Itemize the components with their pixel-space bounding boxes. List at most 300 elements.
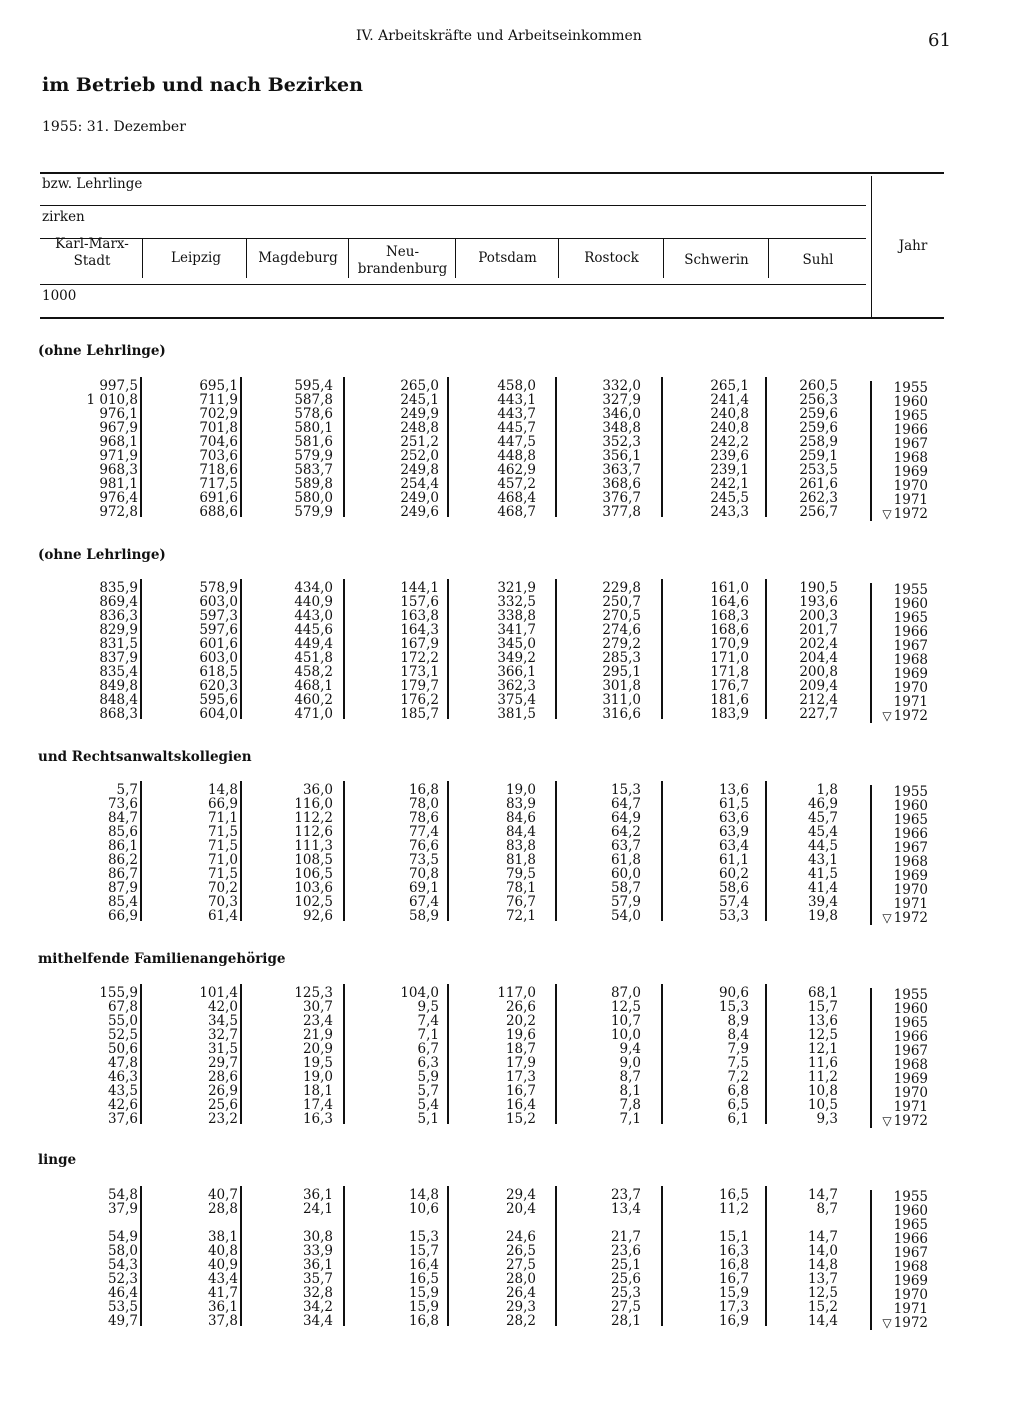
- table-cell: 67,8: [107, 999, 138, 1015]
- year-value: 1965: [893, 1217, 928, 1233]
- table-cell: 16,5: [408, 1271, 439, 1287]
- year-cell: [868, 1246, 928, 1260]
- table-cell: 204,4: [799, 650, 838, 666]
- year-value: 1960: [893, 596, 928, 612]
- table-cell: 363,7: [602, 462, 641, 478]
- table-cell: 84,6: [505, 810, 536, 826]
- table-cell: 8,9: [727, 1013, 749, 1029]
- header-cell-divider: [246, 238, 247, 278]
- data-column: [86, 379, 138, 519]
- header-rule-3: [40, 284, 866, 285]
- table-cell: 106,5: [294, 866, 333, 882]
- table-cell: 8,7: [816, 1201, 838, 1217]
- year-value: 1970: [893, 1287, 928, 1303]
- table-cell: 23,7: [610, 1187, 641, 1203]
- table-cell: 327,9: [602, 392, 641, 408]
- year-column: [868, 1190, 928, 1330]
- year-value: 1969: [893, 1273, 928, 1289]
- table-cell: 15,3: [408, 1229, 439, 1245]
- year-value: 1972: [893, 1315, 928, 1331]
- table-cell: 597,6: [199, 622, 238, 638]
- table-cell: 14,8: [807, 1257, 838, 1273]
- table-cell: 249,9: [400, 406, 439, 422]
- year-cell: [868, 1260, 928, 1274]
- table-cell: 261,6: [799, 476, 838, 492]
- year-value: 1969: [893, 464, 928, 480]
- table-cell: 76,7: [505, 894, 536, 910]
- table-cell: 90,6: [718, 985, 749, 1001]
- year-cell: [868, 1114, 928, 1128]
- table-cell: 49,7: [107, 1313, 138, 1329]
- table-cell: 580,0: [294, 490, 333, 506]
- table-cell: 321,9: [497, 580, 536, 596]
- table-cell: 976,4: [99, 490, 138, 506]
- table-cell: 84,4: [505, 824, 536, 840]
- year-value: 1960: [893, 1203, 928, 1219]
- data-column: [602, 379, 641, 519]
- column-header: Schwerin: [684, 252, 749, 268]
- table-cell: 61,8: [610, 852, 641, 868]
- year-cell: [868, 583, 928, 597]
- table-cell: 10,7: [610, 1013, 641, 1029]
- table-cell: 161,0: [710, 580, 749, 596]
- year-value: 1972: [893, 1113, 928, 1129]
- header-bottom-rule: [40, 317, 944, 319]
- table-cell: 10,0: [610, 1027, 641, 1043]
- table-cell: 163,8: [400, 608, 439, 624]
- table-cell: 15,9: [408, 1299, 439, 1315]
- table-cell: 209,4: [799, 678, 838, 694]
- table-cell: [719, 1216, 749, 1230]
- table-cell: 462,9: [497, 462, 536, 478]
- year-cell: [868, 799, 928, 813]
- table-cell: 200,3: [799, 608, 838, 624]
- column-separator: [240, 1186, 242, 1326]
- table-cell: 111,3: [294, 838, 333, 854]
- table-cell: 717,5: [199, 476, 238, 492]
- table-cell: 116,0: [294, 796, 333, 812]
- table-cell: 11,2: [807, 1069, 838, 1085]
- table-cell: 28,6: [207, 1069, 238, 1085]
- column-separator: [343, 377, 345, 517]
- table-cell: 167,9: [400, 636, 439, 652]
- table-cell: 579,9: [294, 448, 333, 464]
- table-cell: 66,9: [207, 796, 238, 812]
- table-cell: 37,8: [207, 1313, 238, 1329]
- table-cell: 13,6: [718, 782, 749, 798]
- data-column: [719, 986, 749, 1126]
- table-cell: 7,5: [727, 1055, 749, 1071]
- table-cell: 471,0: [294, 706, 333, 722]
- table-cell: 42,6: [107, 1097, 138, 1113]
- data-column: [108, 1188, 138, 1328]
- table-cell: 54,0: [610, 908, 641, 924]
- table-cell: 279,2: [602, 636, 641, 652]
- table-cell: 125,3: [294, 985, 333, 1001]
- table-cell: 92,6: [302, 908, 333, 924]
- column-separator: [447, 1186, 449, 1326]
- table-cell: 274,6: [602, 622, 641, 638]
- table-cell: 849,8: [99, 678, 138, 694]
- column-separator: [343, 781, 345, 921]
- table-cell: 26,6: [505, 999, 536, 1015]
- year-cell: [868, 897, 928, 911]
- table-cell: 73,6: [107, 796, 138, 812]
- table-cell: 112,6: [294, 824, 333, 840]
- year-cell: [868, 1058, 928, 1072]
- table-cell: 67,4: [408, 894, 439, 910]
- year-value: 1965: [893, 1015, 928, 1031]
- table-cell: 78,0: [408, 796, 439, 812]
- table-cell: 144,1: [400, 580, 439, 596]
- year-value: 1966: [893, 624, 928, 640]
- table-cell: 12,5: [807, 1027, 838, 1043]
- table-cell: 241,4: [710, 392, 749, 408]
- table-cell: 117,0: [497, 985, 536, 1001]
- table-cell: 595,6: [199, 692, 238, 708]
- table-cell: 70,8: [408, 866, 439, 882]
- column-separator: [240, 377, 242, 517]
- table-cell: 15,7: [807, 999, 838, 1015]
- table-cell: 43,1: [807, 852, 838, 868]
- header-cell-divider: [455, 238, 456, 278]
- year-cell: [868, 507, 928, 521]
- data-column: [409, 1188, 439, 1328]
- table-cell: 445,7: [497, 420, 536, 436]
- table-cell: 5,7: [417, 1083, 439, 1099]
- table-cell: 703,6: [199, 448, 238, 464]
- page-number: 61: [928, 30, 951, 51]
- table-cell: 101,4: [199, 985, 238, 1001]
- table-cell: 604,0: [199, 706, 238, 722]
- column-header: Potsdam: [478, 250, 537, 266]
- column-separator: [140, 579, 142, 719]
- table-cell: 38,1: [207, 1229, 238, 1245]
- table-cell: 25,3: [610, 1285, 641, 1301]
- table-cell: 24,1: [302, 1201, 333, 1217]
- table-cell: 79,5: [505, 866, 536, 882]
- data-column: [294, 379, 333, 519]
- table-cell: 375,4: [497, 692, 536, 708]
- table-cell: 171,8: [710, 664, 749, 680]
- column-separator: [765, 377, 767, 517]
- data-column: [409, 783, 439, 923]
- table-cell: 603,0: [199, 650, 238, 666]
- column-separator: [555, 377, 557, 517]
- year-cell: [868, 988, 928, 1002]
- column-separator: [447, 984, 449, 1124]
- year-value: 1971: [893, 1301, 928, 1317]
- data-column: [199, 986, 238, 1126]
- column-header: Rostock: [584, 250, 639, 266]
- column-separator: [447, 579, 449, 719]
- table-cell: 164,3: [400, 622, 439, 638]
- data-column: [497, 581, 536, 721]
- table-cell: 201,7: [799, 622, 838, 638]
- section-title: linge: [38, 1152, 77, 1168]
- table-cell: 64,2: [610, 824, 641, 840]
- table-cell: 176,2: [400, 692, 439, 708]
- year-column: [868, 988, 928, 1128]
- table-cell: 15,7: [408, 1243, 439, 1259]
- table-cell: 265,1: [710, 378, 749, 394]
- year-value: 1966: [893, 1029, 928, 1045]
- table-cell: 54,3: [107, 1257, 138, 1273]
- table-cell: 835,4: [99, 664, 138, 680]
- table-cell: 29,3: [505, 1299, 536, 1315]
- column-separator: [140, 377, 142, 517]
- table-cell: 29,7: [207, 1055, 238, 1071]
- table-cell: 68,1: [807, 985, 838, 1001]
- table-cell: 87,9: [107, 880, 138, 896]
- table-cell: 258,9: [799, 434, 838, 450]
- table-cell: 14,0: [807, 1243, 838, 1259]
- column-separator: [661, 984, 663, 1124]
- page-title: im Betrieb und nach Bezirken: [42, 74, 363, 96]
- table-cell: 10,8: [807, 1083, 838, 1099]
- data-column: [506, 1188, 536, 1328]
- table-cell: 53,3: [718, 908, 749, 924]
- table-cell: 578,6: [294, 406, 333, 422]
- table-cell: 26,9: [207, 1083, 238, 1099]
- table-cell: 338,8: [497, 608, 536, 624]
- year-value: 1967: [893, 436, 928, 452]
- table-cell: 451,8: [294, 650, 333, 666]
- table-cell: 18,1: [302, 1083, 333, 1099]
- year-value: 1965: [893, 812, 928, 828]
- year-cell: [868, 423, 928, 437]
- column-header: Neu- brandenburg: [357, 244, 448, 277]
- table-cell: 168,6: [710, 622, 749, 638]
- table-cell: 55,0: [107, 1013, 138, 1029]
- table-cell: 39,4: [807, 894, 838, 910]
- table-cell: 356,1: [602, 448, 641, 464]
- year-cell: [868, 1016, 928, 1030]
- table-cell: 245,5: [710, 490, 749, 506]
- table-cell: 256,3: [799, 392, 838, 408]
- triangle-marker-icon: ▽: [882, 507, 892, 521]
- table-cell: 1,8: [816, 782, 838, 798]
- table-cell: 57,9: [610, 894, 641, 910]
- table-cell: 579,9: [294, 504, 333, 520]
- table-cell: 15,9: [408, 1285, 439, 1301]
- data-column: [400, 986, 439, 1126]
- table-cell: 245,1: [400, 392, 439, 408]
- table-cell: 14,7: [807, 1187, 838, 1203]
- table-cell: 581,6: [294, 434, 333, 450]
- table-cell: 45,4: [807, 824, 838, 840]
- year-value: 1967: [893, 1245, 928, 1261]
- table-cell: 71,5: [207, 824, 238, 840]
- table-cell: 837,9: [99, 650, 138, 666]
- column-separator: [343, 1186, 345, 1326]
- year-cell: [868, 597, 928, 611]
- table-cell: 997,5: [99, 378, 138, 394]
- table-cell: 14,7: [807, 1229, 838, 1245]
- data-column: [799, 379, 838, 519]
- table-cell: 193,6: [799, 594, 838, 610]
- table-cell: [611, 1216, 641, 1230]
- table-cell: 251,2: [400, 434, 439, 450]
- year-cell: [868, 709, 928, 723]
- data-column: [208, 1188, 238, 1328]
- table-cell: 981,1: [99, 476, 138, 492]
- table-cell: 240,8: [710, 420, 749, 436]
- triangle-marker-icon: ▽: [882, 1114, 892, 1128]
- table-cell: 316,6: [602, 706, 641, 722]
- table-cell: 341,7: [497, 622, 536, 638]
- table-cell: 9,4: [619, 1041, 641, 1057]
- table-cell: 15,9: [718, 1285, 749, 1301]
- table-cell: 16,7: [718, 1271, 749, 1287]
- table-cell: 50,6: [107, 1041, 138, 1057]
- table-cell: 28,0: [505, 1271, 536, 1287]
- data-column: [602, 581, 641, 721]
- table-cell: 164,6: [710, 594, 749, 610]
- table-cell: 249,0: [400, 490, 439, 506]
- table-cell: 13,7: [807, 1271, 838, 1287]
- table-cell: 52,5: [107, 1027, 138, 1043]
- table-cell: 104,0: [400, 985, 439, 1001]
- table-cell: 64,7: [610, 796, 641, 812]
- header-cell-divider: [663, 238, 664, 278]
- table-cell: 589,8: [294, 476, 333, 492]
- table-cell: 348,8: [602, 420, 641, 436]
- table-cell: 16,4: [408, 1257, 439, 1273]
- table-cell: 578,9: [199, 580, 238, 596]
- table-cell: 36,1: [302, 1187, 333, 1203]
- year-cell: [868, 1190, 928, 1204]
- table-cell: 253,5: [799, 462, 838, 478]
- triangle-marker-icon: ▽: [882, 709, 892, 723]
- data-column: [719, 783, 749, 923]
- column-header: Karl-Marx- Stadt: [55, 236, 129, 269]
- year-cell: [868, 653, 928, 667]
- table-cell: 695,1: [199, 378, 238, 394]
- table-cell: 440,9: [294, 594, 333, 610]
- year-cell: [868, 827, 928, 841]
- table-cell: 15,1: [718, 1229, 749, 1245]
- table-cell: 6,3: [417, 1055, 439, 1071]
- table-cell: 54,8: [107, 1187, 138, 1203]
- data-column: [611, 1188, 641, 1328]
- table-cell: 33,9: [302, 1243, 333, 1259]
- year-value: 1955: [893, 582, 928, 598]
- year-value: 1968: [893, 1259, 928, 1275]
- year-cell: [868, 785, 928, 799]
- year-cell: [868, 1086, 928, 1100]
- table-cell: 8,1: [619, 1083, 641, 1099]
- table-cell: 19,5: [302, 1055, 333, 1071]
- year-cell: [868, 813, 928, 827]
- table-cell: 17,3: [718, 1299, 749, 1315]
- year-value: 1960: [893, 798, 928, 814]
- table-cell: 14,4: [807, 1313, 838, 1329]
- table-cell: 381,5: [497, 706, 536, 722]
- table-cell: 449,4: [294, 636, 333, 652]
- table-cell: 20,4: [505, 1201, 536, 1217]
- table-cell: 240,8: [710, 406, 749, 422]
- year-value: 1969: [893, 868, 928, 884]
- table-cell: 458,2: [294, 664, 333, 680]
- table-cell: 73,5: [408, 852, 439, 868]
- table-cell: 12,5: [807, 1285, 838, 1301]
- table-cell: 468,4: [497, 490, 536, 506]
- table-cell: 157,6: [400, 594, 439, 610]
- table-cell: 190,5: [799, 580, 838, 596]
- year-cell: [868, 1274, 928, 1288]
- table-cell: 250,7: [602, 594, 641, 610]
- table-cell: 41,7: [207, 1285, 238, 1301]
- table-cell: 9,5: [417, 999, 439, 1015]
- table-cell: 76,6: [408, 838, 439, 854]
- table-cell: 17,4: [302, 1097, 333, 1113]
- table-cell: 77,4: [408, 824, 439, 840]
- table-cell: 688,6: [199, 504, 238, 520]
- data-column: [497, 379, 536, 519]
- table-cell: 202,4: [799, 636, 838, 652]
- data-column: [199, 581, 238, 721]
- table-cell: 41,5: [807, 866, 838, 882]
- table-cell: 12,1: [807, 1041, 838, 1057]
- year-value: 1967: [893, 1043, 928, 1059]
- table-cell: 28,2: [505, 1313, 536, 1329]
- table-cell: 173,1: [400, 664, 439, 680]
- table-cell: 242,1: [710, 476, 749, 492]
- table-cell: 829,9: [99, 622, 138, 638]
- table-cell: 42,0: [207, 999, 238, 1015]
- year-cell: [868, 695, 928, 709]
- column-separator: [447, 781, 449, 921]
- year-value: 1966: [893, 1231, 928, 1247]
- table-cell: 7,4: [417, 1013, 439, 1029]
- table-cell: 447,5: [497, 434, 536, 450]
- table-cell: 443,7: [497, 406, 536, 422]
- table-cell: 701,8: [199, 420, 238, 436]
- table-cell: [208, 1216, 238, 1230]
- table-cell: 84,7: [107, 810, 138, 826]
- year-cell: [868, 395, 928, 409]
- table-cell: 7,2: [727, 1069, 749, 1085]
- data-column: [199, 379, 238, 519]
- table-cell: 587,8: [294, 392, 333, 408]
- table-cell: 19,0: [302, 1069, 333, 1085]
- table-cell: 8,7: [619, 1069, 641, 1085]
- table-cell: 35,7: [302, 1271, 333, 1287]
- table-cell: 597,3: [199, 608, 238, 624]
- table-cell: 25,1: [610, 1257, 641, 1273]
- table-cell: 103,6: [294, 880, 333, 896]
- year-value: 1971: [893, 1099, 928, 1115]
- table-cell: 71,1: [207, 810, 238, 826]
- year-cell: [868, 437, 928, 451]
- data-column: [99, 581, 138, 721]
- column-separator: [765, 781, 767, 921]
- column-separator: [555, 1186, 557, 1326]
- table-cell: 85,6: [107, 824, 138, 840]
- column-separator: [240, 781, 242, 921]
- table-cell: 448,8: [497, 448, 536, 464]
- table-cell: 36,1: [302, 1257, 333, 1273]
- table-cell: 468,7: [497, 504, 536, 520]
- year-value: 1965: [893, 408, 928, 424]
- table-cell: 6,5: [727, 1097, 749, 1113]
- table-cell: 32,8: [302, 1285, 333, 1301]
- table-cell: 28,1: [610, 1313, 641, 1329]
- table-cell: 40,9: [207, 1257, 238, 1273]
- table-cell: 23,2: [207, 1111, 238, 1127]
- section-title: (ohne Lehrlinge): [38, 343, 166, 359]
